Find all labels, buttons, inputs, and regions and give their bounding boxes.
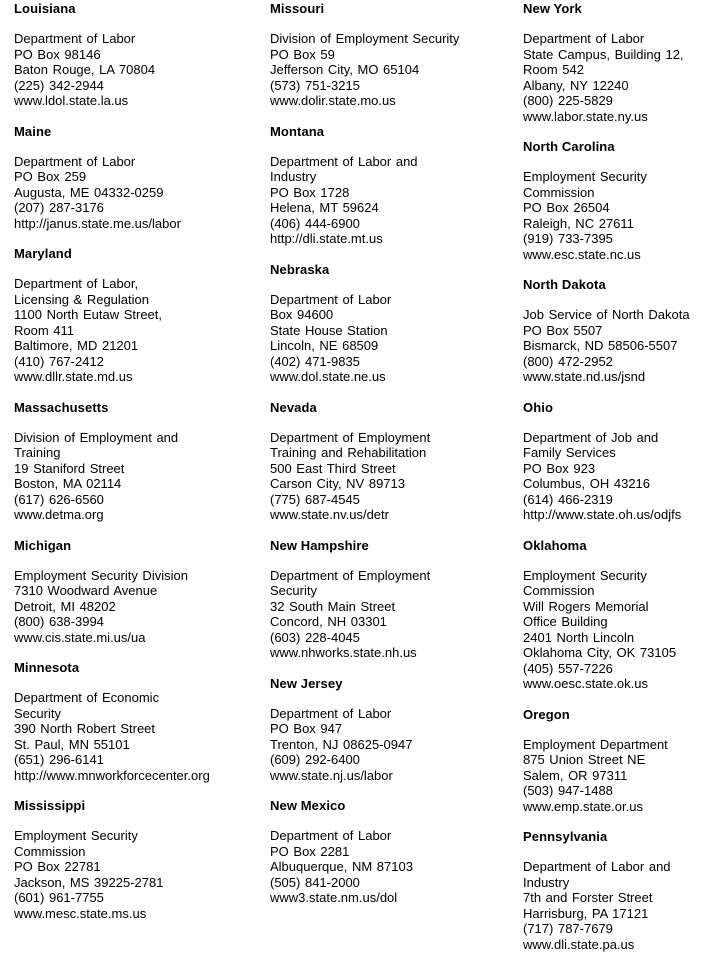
address-line: 32 South Main Street	[270, 598, 396, 614]
state-section	[270, 1, 523, 109]
address-line: www.emp.state.or.us	[523, 798, 643, 814]
address-line: Division of Employment and	[14, 429, 179, 445]
address-line: (402) 471-9835	[270, 353, 360, 369]
state-heading: Minnesota	[14, 660, 80, 675]
state-section	[523, 400, 721, 523]
directory-column-1	[14, 1, 270, 979]
address-line: Department of Labor,	[14, 276, 139, 291]
state-heading: New Mexico	[270, 798, 346, 813]
address-line: www.state.nj.us/labor	[270, 767, 393, 783]
address-line: Baltimore, MD 21201	[14, 338, 139, 353]
address-line: (651) 296-6141	[14, 752, 104, 767]
state-section	[270, 400, 523, 523]
address-line: Employment Security Division	[14, 567, 188, 583]
address-line: www.detma.org	[14, 507, 104, 522]
directory-column-2	[270, 1, 523, 979]
state-section	[14, 798, 270, 921]
state-heading: Massachusetts	[14, 399, 109, 415]
state-section	[270, 798, 523, 906]
address-line: Employment Department	[523, 736, 668, 752]
address-line: www3.state.nm.us/dol	[270, 890, 398, 905]
address-line: St. Paul, MN 55101	[14, 736, 130, 752]
address-line: (919) 733-7395	[523, 231, 613, 246]
state-heading: North Dakota	[523, 277, 606, 292]
address-line: (601) 961-7755	[14, 890, 104, 905]
address-line: Commission	[523, 583, 595, 598]
address-line: Department of Labor and	[523, 859, 671, 874]
address-line: (505) 841-2000	[270, 874, 360, 890]
address-line: www.state.nv.us/detr	[270, 507, 389, 522]
state-heading: Pennsylvania	[523, 829, 608, 844]
state-heading: New Jersey	[270, 675, 343, 691]
state-section	[14, 1, 270, 109]
address-line: www.labor.state.ny.us	[523, 108, 648, 124]
address-line: (609) 292-6400	[270, 752, 360, 767]
address-line: (573) 751-3215	[270, 77, 360, 93]
address-line: www.dllr.state.md.us	[14, 369, 133, 384]
address-line: Detroit, MI 48202	[14, 598, 116, 614]
address-line: Department of Labor	[270, 291, 392, 307]
address-line: Room 411	[14, 322, 75, 338]
address-line: PO Box 26504	[523, 200, 610, 215]
address-line: (717) 787-7679	[523, 921, 613, 936]
address-line: http://dli.state.mt.us	[270, 231, 383, 246]
address-line: PO Box 98146	[14, 46, 101, 62]
address-line: Department of Employment	[270, 567, 431, 583]
address-line: PO Box 59	[270, 46, 335, 62]
address-line: Employment Security	[523, 169, 647, 184]
address-line: Raleigh, NC 27611	[523, 215, 634, 231]
state-section	[523, 538, 721, 692]
address-line: PO Box 923	[523, 460, 596, 476]
address-line: (406) 444-6900	[270, 215, 360, 231]
address-line: (405) 557-7226	[523, 660, 613, 676]
address-line: Carson City, NV 89713	[270, 476, 405, 491]
address-line: Industry	[523, 874, 570, 890]
state-heading: Nebraska	[270, 261, 330, 277]
state-section	[14, 246, 270, 385]
address-line: Licensing & Regulation	[14, 291, 149, 307]
state-section	[270, 124, 523, 247]
address-line: Family Services	[523, 445, 616, 460]
address-line: www.esc.state.nc.us	[523, 246, 641, 262]
address-line: (503) 947-1488	[523, 783, 613, 798]
address-line: Helena, MT 59624	[270, 200, 379, 215]
address-line: 2401 North Lincoln	[523, 629, 635, 645]
address-line: Jackson, MS 39225-2781	[14, 874, 164, 890]
address-line: PO Box 2281	[270, 843, 350, 859]
address-line: 875 Union Street NE	[523, 752, 646, 767]
address-line: PO Box 259	[14, 169, 87, 184]
state-section	[270, 262, 523, 385]
address-line: www.dli.state.pa.us	[523, 936, 635, 952]
state-section	[523, 139, 721, 262]
address-line: (225) 342-2944	[14, 77, 104, 93]
address-line: (614) 466-2319	[523, 491, 613, 507]
state-heading: Maine	[14, 123, 52, 139]
state-heading: Ohio	[523, 399, 554, 415]
state-heading: New York	[523, 1, 582, 16]
address-line: PO Box 22781	[14, 859, 101, 874]
address-line: Room 542	[523, 62, 584, 77]
address-line: www.cis.state.mi.us/ua	[14, 629, 146, 645]
state-section	[14, 660, 270, 783]
address-line: 7310 Woodward Avenue	[14, 583, 158, 598]
state-heading: Oklahoma	[523, 537, 587, 553]
state-section	[523, 1, 721, 124]
address-line: Baton Rouge, LA 70804	[14, 62, 156, 77]
state-heading: Michigan	[14, 537, 72, 553]
address-line: Department of Economic	[14, 690, 160, 705]
state-heading: Montana	[270, 123, 325, 139]
address-line: 1100 North Eutaw Street,	[14, 307, 163, 322]
state-heading: Louisiana	[14, 1, 76, 16]
address-line: Department of Labor	[14, 153, 136, 169]
address-line: State Campus, Building 12,	[523, 46, 684, 62]
state-section	[523, 829, 721, 952]
address-line: Department of Job and	[523, 429, 659, 445]
address-line: Albany, NY 12240	[523, 77, 629, 93]
state-section	[14, 538, 270, 646]
address-line: Department of Labor	[523, 31, 645, 46]
state-heading: Maryland	[14, 246, 72, 261]
address-line: Will Rogers Memorial	[523, 598, 649, 614]
address-line: 7th and Forster Street	[523, 890, 653, 905]
address-line: Commission	[523, 184, 595, 200]
address-line: http://www.mnworkforcecenter.org	[14, 767, 210, 783]
state-section	[270, 676, 523, 784]
address-line: Augusta, ME 04332-0259	[14, 184, 164, 200]
address-line: Harrisburg, PA 17121	[523, 905, 649, 921]
address-line: (800) 225-5829	[523, 93, 613, 108]
address-line: (603) 228-4045	[270, 629, 360, 645]
address-line: www.nhworks.state.nh.us	[270, 645, 417, 660]
address-line: Commission	[14, 843, 86, 859]
address-line: Training	[14, 445, 61, 460]
address-line: Department of Employment	[270, 429, 431, 445]
address-line: Box 94600	[270, 307, 334, 322]
state-section	[270, 538, 523, 661]
address-line: www.state.nd.us/jsnd	[523, 369, 646, 384]
address-line: http://www.state.oh.us/odjfs	[523, 507, 682, 522]
address-line: Industry	[270, 169, 317, 184]
address-line: Department of Labor	[270, 828, 392, 843]
address-line: (800) 472-2952	[523, 353, 613, 369]
directory-column-3	[523, 1, 721, 979]
address-line: Albuquerque, NM 87103	[270, 859, 413, 874]
address-line: www.dolir.state.mo.us	[270, 93, 396, 108]
state-heading: New Hampshire	[270, 537, 369, 553]
address-line: Concord, NH 03301	[270, 614, 387, 629]
address-line: Department of Labor and	[270, 153, 418, 169]
address-line: www.ldol.state.la.us	[14, 93, 129, 108]
state-heading: Nevada	[270, 399, 317, 415]
state-heading: Missouri	[270, 1, 325, 16]
address-line: Job Service of North Dakota	[523, 307, 690, 322]
address-line: PO Box 1728	[270, 184, 350, 200]
address-line: Columbus, OH 43216	[523, 476, 651, 491]
state-heading: North Carolina	[523, 139, 615, 154]
address-line: Salem, OR 97311	[523, 767, 628, 783]
address-line: Employment Security	[14, 828, 138, 843]
address-line: Oklahoma City, OK 73105	[523, 645, 677, 660]
address-line: Department of Labor	[14, 31, 136, 46]
address-line: (207) 287-3176	[14, 200, 104, 215]
state-section	[523, 707, 721, 815]
state-section	[14, 124, 270, 232]
address-line: (800) 638-3994	[14, 614, 104, 629]
address-line: Employment Security	[523, 567, 647, 583]
address-line: http://janus.state.me.us/labor	[14, 215, 181, 231]
address-line: (410) 767-2412	[14, 353, 104, 369]
state-section	[14, 400, 270, 523]
address-line: Jefferson City, MO 65104	[270, 62, 420, 77]
address-line: Lincoln, NE 68509	[270, 338, 379, 353]
address-line: Training and Rehabilitation	[270, 445, 427, 460]
address-line: (617) 626-6560	[14, 491, 104, 507]
address-line: www.dol.state.ne.us	[270, 369, 386, 384]
address-line: www.oesc.state.ok.us	[523, 676, 648, 691]
address-line: Security	[14, 705, 61, 721]
address-line: PO Box 5507	[523, 322, 603, 338]
address-line: 500 East Third Street	[270, 460, 396, 476]
address-line: Bismarck, ND 58506-5507	[523, 338, 678, 353]
address-line: Department of Labor	[270, 705, 392, 721]
state-heading: Oregon	[523, 706, 570, 722]
address-line: www.mesc.state.ms.us	[14, 905, 147, 921]
state-section	[523, 277, 721, 385]
address-line: Trenton, NJ 08625-0947	[270, 736, 413, 752]
address-line: Security	[270, 583, 317, 598]
address-line: Boston, MA 02114	[14, 476, 122, 491]
state-heading: Mississippi	[14, 798, 86, 813]
address-line: PO Box 947	[270, 721, 343, 736]
address-line: Division of Employment Security	[270, 31, 460, 46]
address-line: 19 Staniford Street	[14, 460, 125, 476]
address-line: Office Building	[523, 614, 608, 629]
address-line: State House Station	[270, 322, 388, 338]
address-line: (775) 687-4545	[270, 491, 360, 507]
address-line: 390 North Robert Street	[14, 721, 156, 736]
